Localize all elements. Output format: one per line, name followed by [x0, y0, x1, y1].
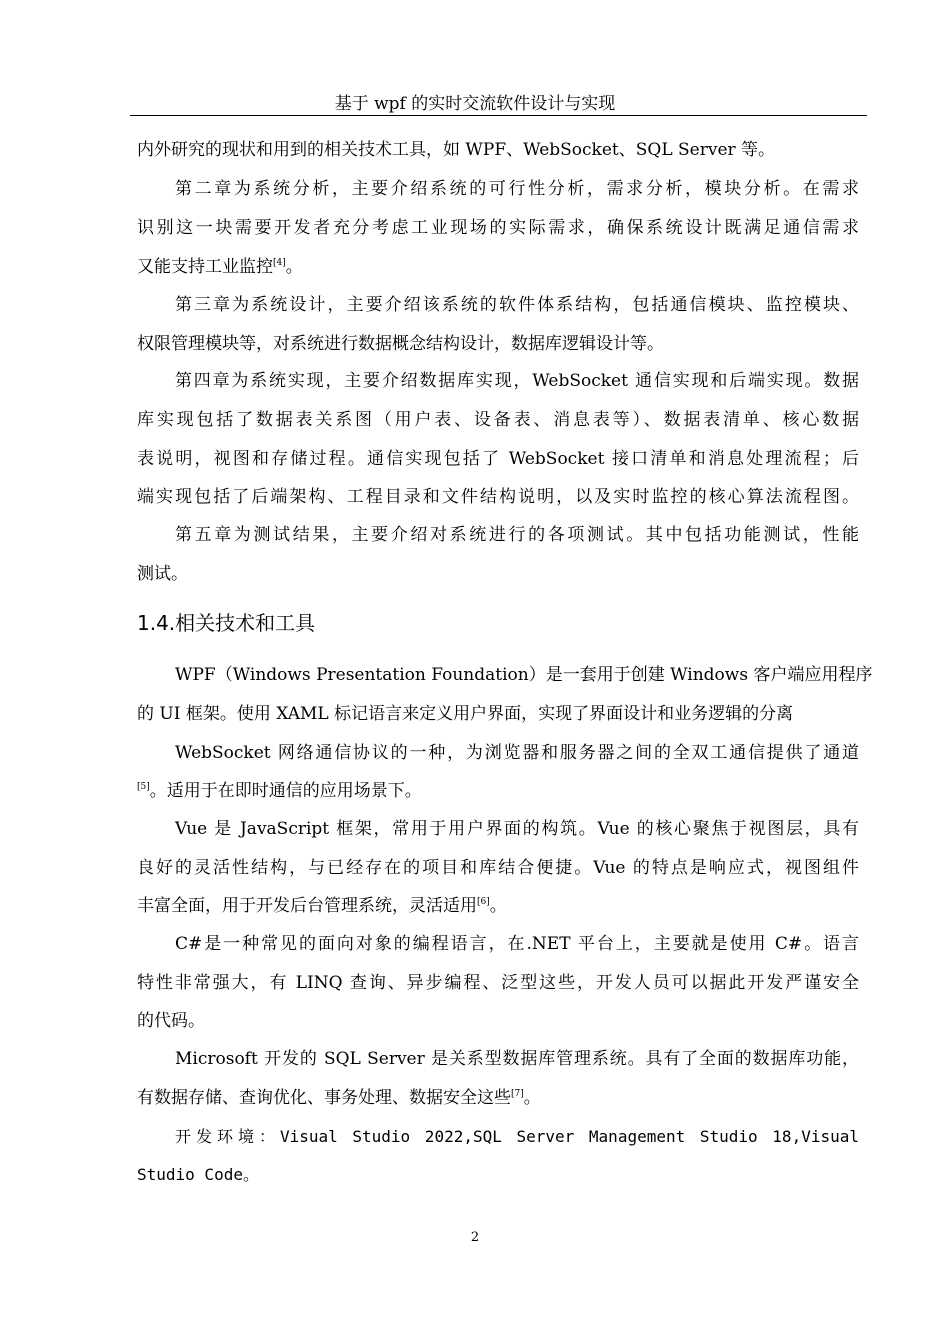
paragraph-line: 第五章为测试结果，主要介绍对系统进行的各项测试。其中包括功能测试，性能: [175, 525, 859, 545]
text: 又能支持工业监控: [137, 257, 273, 277]
paragraph-line: 内外研究的现状和用到的相关技术工具，如 WPF、WebSocket、SQL Server 等。: [137, 140, 776, 160]
paragraph-line: 第二章为系统分析，主要介绍系统的可行性分析，需求分析，模块分析。在需求: [175, 179, 859, 199]
paragraph-line: WebSocket 网络通信协议的一种，为浏览器和服务器之间的全双工通信提供了通道: [175, 743, 859, 763]
paragraph-line: 特性非常强大，有 LINQ 查询、异步编程、泛型这些，开发人员可以据此开发严谨安全: [137, 973, 859, 993]
paragraph-line: Microsoft 开发的 SQL Server 是关系型数据库管理系统。具有了全面的数据库功能，: [175, 1049, 859, 1069]
paragraph-line: [137, 778, 422, 804]
paragraph-line: 良好的灵活性结构，与已经存在的项目和库结合便捷。Vue 的特点是响应式，视图组件: [137, 858, 859, 878]
text: 丰富全面，用于开发后台管理系统，灵活适用: [137, 896, 477, 916]
paragraph-line: Vue 是 JavaScript 框架，常用于用户界面的构筑。Vue 的核心聚焦于视图层，具有: [175, 819, 859, 839]
paragraph-line: C#是一种常见的面向对象的编程语言，在.NET 平台上，主要就是使用 C#。语言: [175, 934, 859, 954]
paragraph-line: 测试。: [137, 564, 188, 584]
paragraph-line: 库实现包括了数据表关系图（用户表、设备表、消息表等）、数据表清单、核心数据: [137, 410, 859, 430]
text: 。适用于在即时通信的应用场景下。: [149, 781, 422, 801]
paragraph-line: 表说明，视图和存储过程。通信实现包括了 WebSocket 接口清单和消息处理流程；后: [137, 449, 859, 469]
paragraph-line: 第三章为系统设计，主要介绍该系统的软件体系结构，包括通信模块、监控模块、: [175, 295, 859, 315]
page-number: 2: [470, 1230, 480, 1245]
citation: [7]: [511, 1089, 524, 1099]
text: 。: [285, 257, 303, 277]
paragraph-line: 识别这一块需要开发者充分考虑工业现场的实际需求，确保系统设计既满足通信需求: [137, 218, 859, 238]
text: 有数据存储、查询优化、事务处理、数据安全这些: [137, 1088, 511, 1108]
citation: [6]: [477, 897, 490, 907]
citation: [5]: [137, 782, 150, 792]
text: 。: [523, 1088, 541, 1108]
paragraph-line: [137, 1085, 541, 1111]
paragraph-line: [137, 254, 303, 280]
paragraph-line: WPF（Windows Presentation Foundation）是一套用于创建 Windows 客户端应用程序: [175, 665, 873, 685]
text: 。: [489, 896, 507, 916]
paragraph-line: 开发环境：Visual Studio 2022,SQL Server Management Studio 18,Visual: [175, 1127, 859, 1146]
paragraph-line: Studio Code。: [137, 1165, 259, 1184]
section-heading: 1.4.相关技术和工具: [137, 611, 316, 635]
citation: [4]: [273, 258, 286, 268]
paragraph-line: 端实现包括了后端架构、工程目录和文件结构说明，以及实时监控的核心算法流程图。: [137, 487, 859, 507]
running-header: 基于 wpf 的实时交流软件设计与实现: [334, 94, 616, 114]
paragraph-line: 权限管理模块等，对系统进行数据概念结构设计，数据库逻辑设计等。: [137, 334, 664, 354]
paragraph-line: 第四章为系统实现，主要介绍数据库实现，WebSocket 通信实现和后端实现。数据: [175, 371, 859, 391]
paragraph-line: 的代码。: [137, 1011, 205, 1031]
header-rule: [130, 115, 867, 116]
paragraph-line: [137, 893, 507, 919]
paragraph-line: 的 UI 框架。使用 XAML 标记语言来定义用户界面，实现了界面设计和业务逻辑的分离: [137, 704, 794, 724]
